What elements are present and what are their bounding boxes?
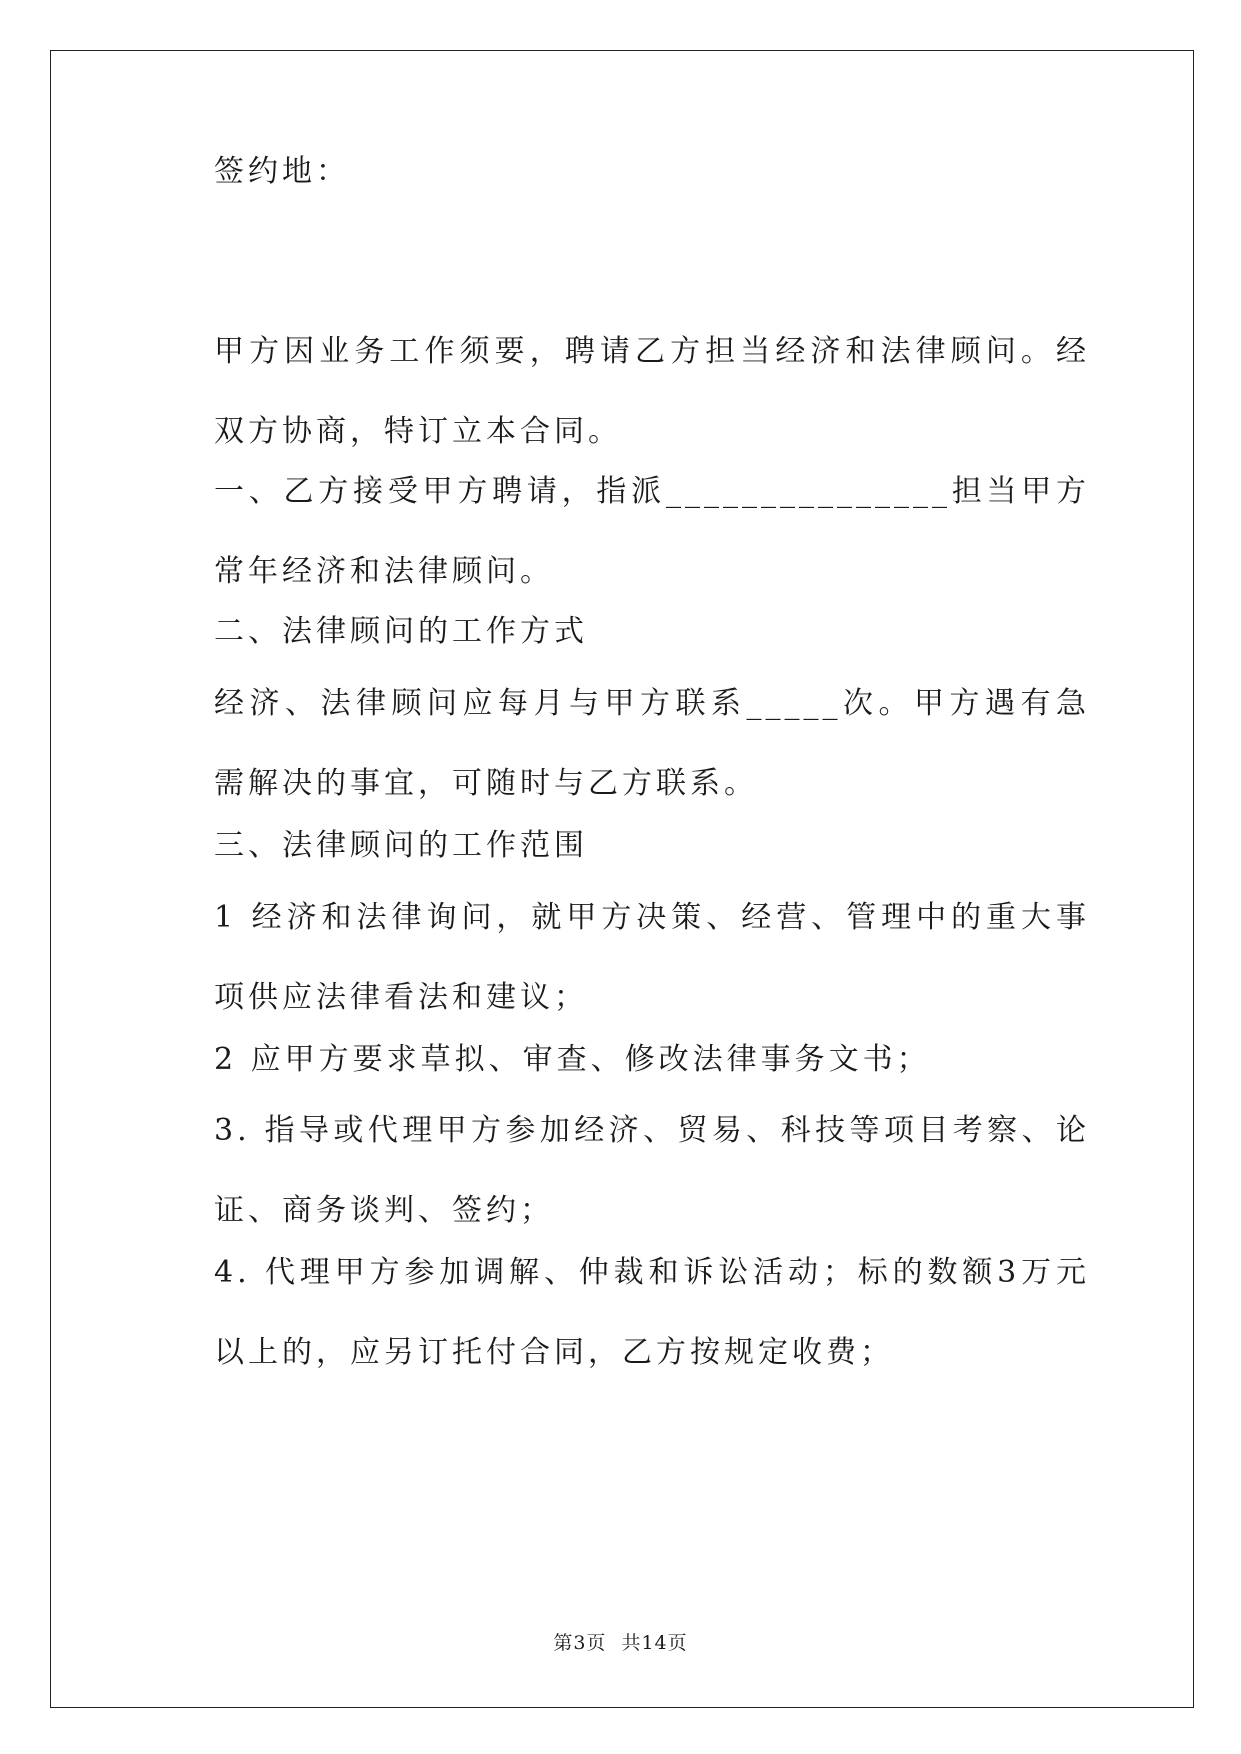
paragraph-scope-item-4: 4. 代理甲方参加调解、仲裁和诉讼活动；标的数额3万元以上的，应另订托付合同，乙方按规定收费； bbox=[214, 1255, 1090, 1370]
paragraph-scope-item-1: 1 经济和法律询问，就甲方决策、经营、管理中的重大事项供应法律看法和建议； bbox=[214, 900, 1090, 1015]
paragraph-clause-1: 一、乙方接受甲方聘请，指派_______________担当甲方常年经济和法律顾问。 bbox=[214, 474, 1090, 589]
heading-clause-3: 三、法律顾问的工作范围 bbox=[214, 828, 588, 863]
paragraph-scope-item-3: 3. 指导或代理甲方参加经济、贸易、科技等项目考察、论证、商务谈判、签约； bbox=[214, 1113, 1090, 1228]
current-page-label: 第3页 bbox=[553, 1632, 607, 1654]
heading-clause-2: 二、法律顾问的工作方式 bbox=[214, 614, 588, 649]
page-footer bbox=[0, 1628, 1241, 1655]
total-pages-label: 共14页 bbox=[621, 1632, 688, 1654]
paragraph-scope-item-2: 2 应甲方要求草拟、审查、修改法律事务文书； bbox=[214, 1042, 931, 1077]
paragraph-work-method: 经济、法律顾问应每月与甲方联系_____次。甲方遇有急需解决的事宜，可随时与乙方联系。 bbox=[214, 686, 1090, 801]
paragraph-signing-place: 签约地： bbox=[214, 154, 350, 189]
paragraph-intro: 甲方因业务工作须要，聘请乙方担当经济和法律顾问。经双方协商，特订立本合同。 bbox=[214, 334, 1090, 449]
